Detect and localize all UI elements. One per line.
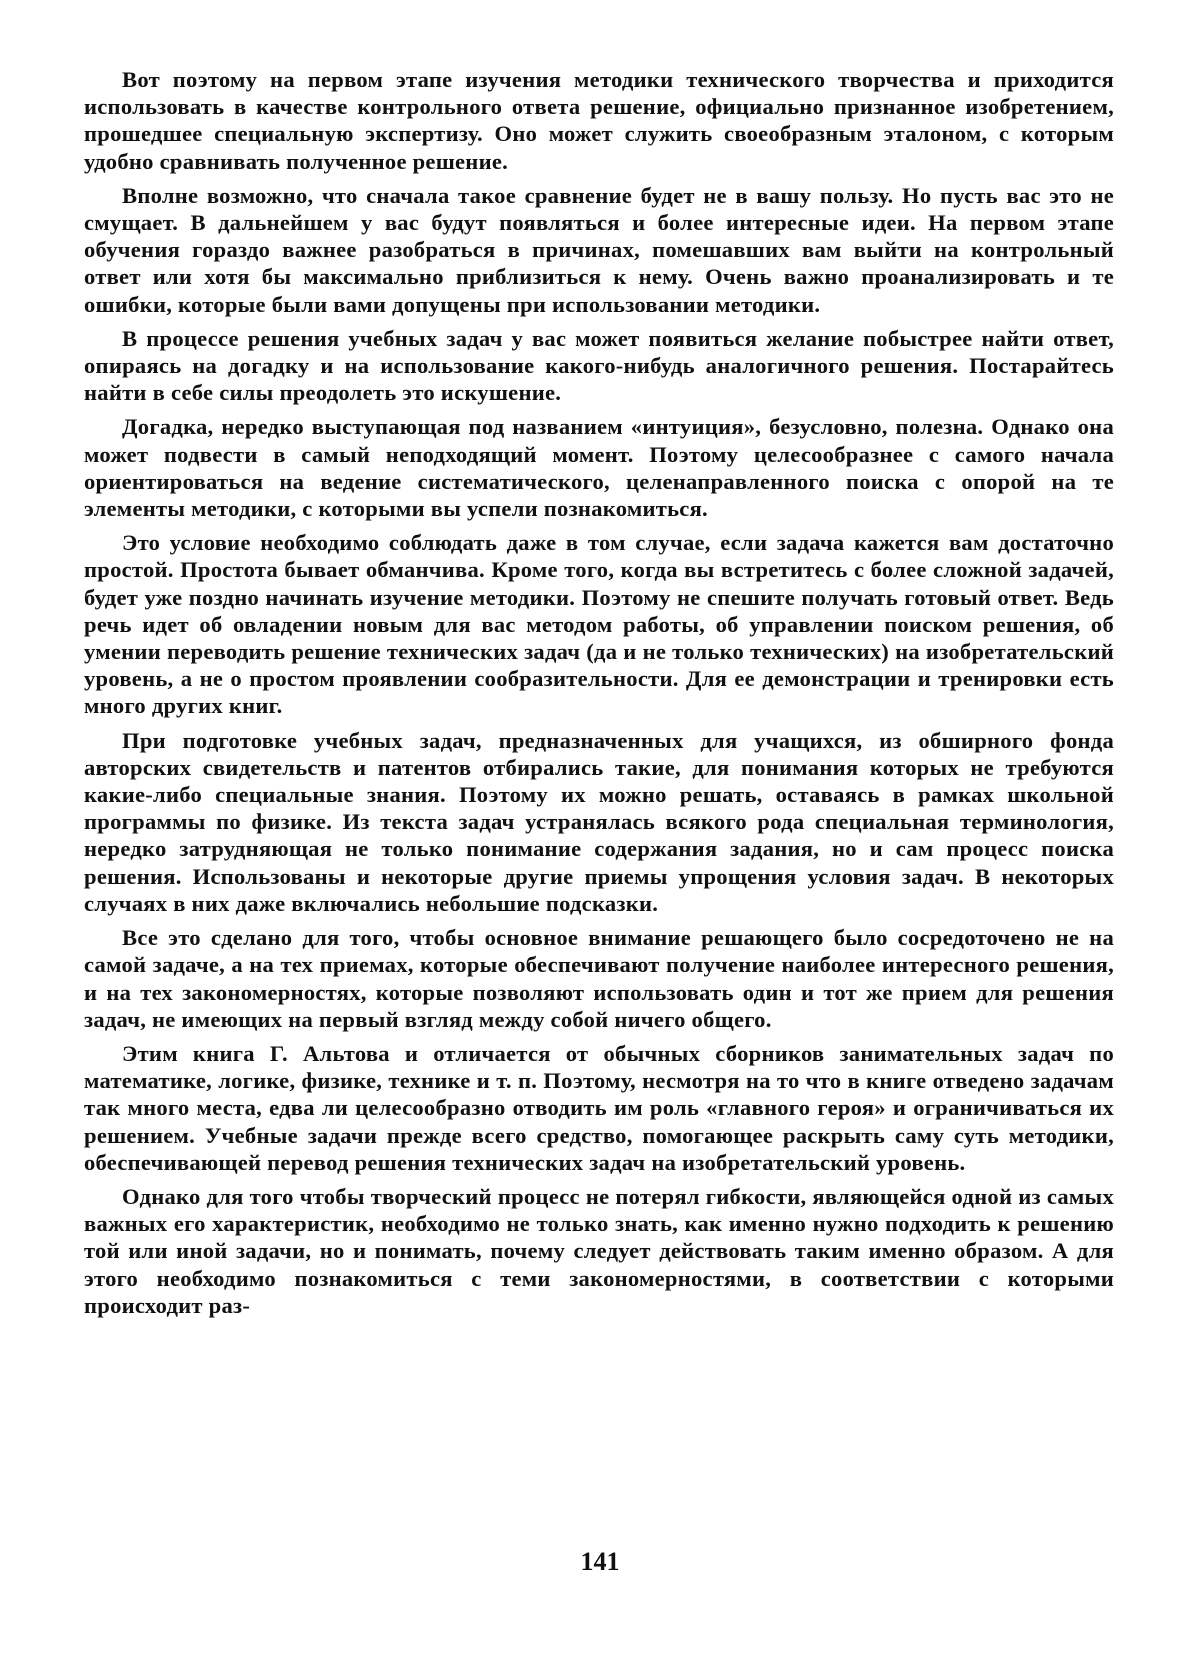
page-body [84,66,1114,1326]
paragraph-2: Вполне возможно, что сначала такое сравнение будет не в вашу пользу. Но пусть вас это не смущает. В дальнейшем у вас будут появляться и более интересные идеи. На первом этапе обучения гораздо важнее разобраться в причинах, помешавших вам выйти на контрольный ответ или хотя бы максимально приблизиться к нему. Очень важно проанализировать и те ошибки, которые были вами допущены при использовании методики. [84,182,1114,317]
paragraph-6: При подготовке учебных задач, предназначенных для учащихся, из обширного фонда авторских свидетельств и патентов отбирались такие, для понимания которых не требуются какие-либо специальные знания. Поэтому их можно решать, оставаясь в рамках школьной программы по физике. Из текста задач устранялась всякого рода специальная терминология, нередко затрудняющая не только понимание содержания задания, но и сам процесс поиска решения. Использованы и некоторые другие приемы упрощения условия задач. В некоторых случаях в них даже включались небольшие подсказки. [84,727,1114,916]
paragraph-8: Этим книга Г. Альтова и отличается от обычных сборников занимательных задач по математике, логике, физике, технике и т. п. Поэтому, несмотря на то что в книге отведено задачам так много места, едва ли целесообразно отводить им роль «главного героя» и ограничиваться их решением. Учебные задачи прежде всего средство, помогающее раскрыть саму суть методики, обеспечивающей перевод решения технических задач на изобретательский уровень. [84,1040,1114,1175]
paragraph-9: Однако для того чтобы творческий процесс не потерял гибкости, являющейся одной из самых важных его характеристик, необходимо не только знать, как именно нужно подходить к решению той или иной задачи, но и понимать, почему следует действовать таким именно образом. А для этого необходимо познакомиться с теми закономерностями, в соответствии с которыми происходит раз- [84,1183,1114,1318]
paragraph-3: В процессе решения учебных задач у вас может появиться желание побыстрее найти ответ, опираясь на догадку и на использование какого-нибудь аналогичного решения. Постарайтесь найти в себе силы преодолеть это искушение. [84,325,1114,406]
page-number: 141 [580,1547,620,1576]
paragraph-7: Все это сделано для того, чтобы основное внимание решающего было сосредоточено не на самой задаче, а на тех приемах, которые обеспечивают получение наиболее интересного решения, и на тех закономерностях, которые позволяют использовать один и тот же прием для решения задач, не имеющих на первый взгляд между собой ничего общего. [84,925,1114,1032]
paragraph-5: Это условие необходимо соблюдать даже в том случае, если задача кажется вам достаточно простой. Простота бывает обманчива. Кроме того, когда вы встретитесь с более сложной задачей, будет уже поздно начинать изучение методики. Поэтому не спешите получать готовый ответ. Ведь речь идет об овладении новым для вас методом работы, об управлении поиском решения, об умении переводить решение технических задач (да и не только технических) на изобретательский уровень, а не о простом проявлении сообразительности. Для ее демонстрации и тренировки есть много других книг. [84,530,1114,719]
paragraph-1: Вот поэтому на первом этапе изучения методики технического творчества и приходится использовать в качестве контрольного ответа решение, официально признанное изобретением, прошедшее специальную экспертизу. Оно может служить своеобразным эталоном, с которым удобно сравнивать полученное решение. [84,67,1114,174]
paragraph-4: Догадка, нередко выступающая под названием «интуиция», безусловно, полезна. Однако она может подвести в самый неподходящий момент. Поэтому целесообразнее с самого начала ориентироваться на ведение систематического, целенаправленного поиска с опорой на те элементы методики, с которыми вы успели познакомиться. [84,414,1114,522]
